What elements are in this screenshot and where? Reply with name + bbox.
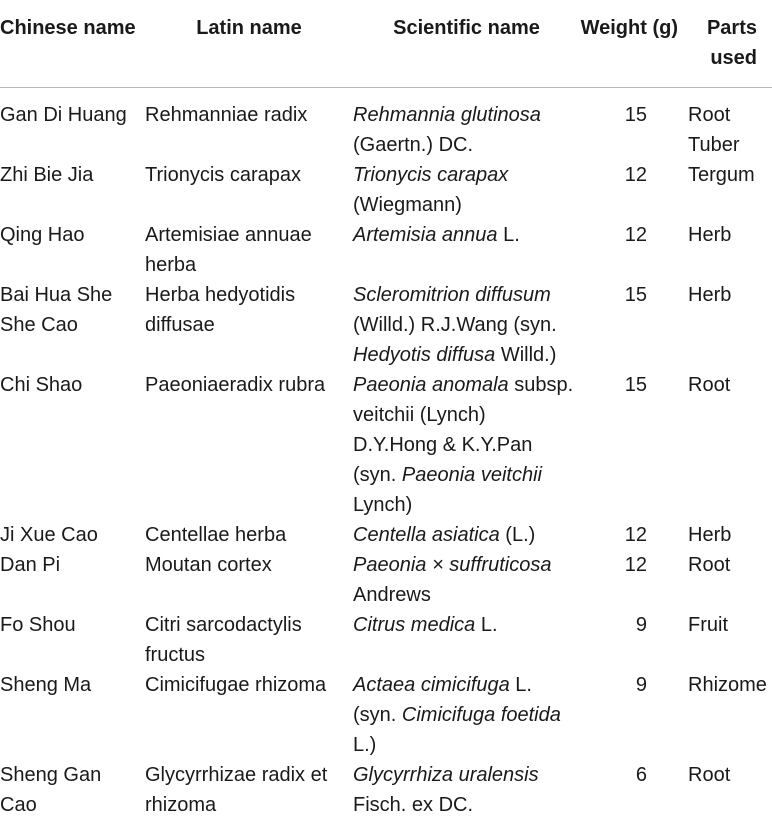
cell-scientific-name xyxy=(353,760,580,820)
cell-parts-used xyxy=(688,280,772,370)
cell-scientific-name xyxy=(353,88,580,161)
part-used-label: Root xyxy=(688,760,766,790)
cell-chinese-name: Bai Hua She She Cao xyxy=(0,280,145,370)
header-parts-used: Parts used xyxy=(688,0,772,88)
cell-weight: 12 xyxy=(580,220,688,280)
table-row xyxy=(0,520,772,550)
scientific-name-italic: Citrus medica xyxy=(353,614,475,636)
table-header xyxy=(0,0,772,88)
cell-weight: 12 xyxy=(580,520,688,550)
cell-parts-used xyxy=(688,760,772,820)
cell-parts-used xyxy=(688,610,772,670)
header-chinese-name: Chinese name xyxy=(0,0,145,88)
cell-latin-name: Trionycis carapax xyxy=(145,160,353,220)
cell-scientific-name xyxy=(353,550,580,610)
scientific-name-italic: Rehmannia glutinosa xyxy=(353,104,541,126)
table-row xyxy=(0,220,772,280)
cell-parts-used xyxy=(688,520,772,550)
part-used-label: Root xyxy=(688,550,766,580)
cell-chinese-name: Chi Shao xyxy=(0,370,145,520)
scientific-name-italic: Paeonia veitchii xyxy=(402,464,542,486)
scientific-name-text: Andrews xyxy=(353,584,431,606)
table-row xyxy=(0,88,772,161)
scientific-name-italic: Paeonia × suffruticosa xyxy=(353,554,551,576)
cell-chinese-name: Gan Di Huang xyxy=(0,88,145,161)
table-body xyxy=(0,88,772,820)
cell-latin-name: Herba hedyotidis diffusae xyxy=(145,280,353,370)
scientific-name-text: L. xyxy=(475,614,497,636)
cell-scientific-name xyxy=(353,670,580,760)
table-row xyxy=(0,760,772,820)
scientific-name-italic: Cimicifuga foetida xyxy=(402,704,561,726)
cell-scientific-name xyxy=(353,370,580,520)
part-used-label: Root xyxy=(688,370,766,400)
cell-weight: 15 xyxy=(580,370,688,520)
cell-latin-name: Paeoniaeradix rubra xyxy=(145,370,353,520)
part-used-label: Tergum xyxy=(688,160,766,190)
part-used-label: Herb xyxy=(688,220,766,250)
scientific-name-text: Willd.) xyxy=(495,344,556,366)
cell-latin-name: Artemisiae annuae herba xyxy=(145,220,353,280)
cell-weight: 9 xyxy=(580,610,688,670)
cell-weight: 6 xyxy=(580,760,688,820)
table-row xyxy=(0,370,772,520)
part-used-label: Herb xyxy=(688,280,766,310)
cell-chinese-name: Dan Pi xyxy=(0,550,145,610)
part-used-label: Fruit xyxy=(688,610,766,640)
cell-chinese-name: Qing Hao xyxy=(0,220,145,280)
scientific-name-italic: Paeonia anomala xyxy=(353,374,509,396)
cell-weight: 12 xyxy=(580,550,688,610)
scientific-name-text: Lynch) xyxy=(353,494,412,516)
cell-parts-used xyxy=(688,670,772,760)
cell-scientific-name xyxy=(353,280,580,370)
table-row xyxy=(0,610,772,670)
scientific-name-italic: Scleromitrion diffusum xyxy=(353,284,551,306)
table-row xyxy=(0,550,772,610)
cell-latin-name: Cimicifugae rhizoma xyxy=(145,670,353,760)
cell-chinese-name: Sheng Ma xyxy=(0,670,145,760)
scientific-name-text: subsp. veitchii (Lynch) D.Y.Hong & K.Y.Pan (syn. xyxy=(353,374,573,486)
cell-scientific-name xyxy=(353,160,580,220)
header-weight: Weight (g) xyxy=(580,0,688,88)
scientific-name-text: Fisch. ex DC. xyxy=(353,794,473,816)
part-used-label: Root xyxy=(688,100,766,130)
part-used-label: Rhizome xyxy=(688,670,766,700)
cell-latin-name: Moutan cortex xyxy=(145,550,353,610)
cell-weight: 15 xyxy=(580,280,688,370)
scientific-name-italic: Trionycis carapax xyxy=(353,164,508,186)
part-used-label: Herb xyxy=(688,520,766,550)
cell-scientific-name xyxy=(353,610,580,670)
cell-parts-used xyxy=(688,220,772,280)
scientific-name-text: (Gaertn.) DC. xyxy=(353,134,473,156)
scientific-name-text: (L.) xyxy=(500,524,536,546)
cell-chinese-name: Zhi Bie Jia xyxy=(0,160,145,220)
scientific-name-text: (Willd.) R.J.Wang (syn. xyxy=(353,314,557,336)
scientific-name-italic: Centella asiatica xyxy=(353,524,500,546)
table-row xyxy=(0,160,772,220)
table-row xyxy=(0,670,772,760)
scientific-name-text: (Wiegmann) xyxy=(353,194,462,216)
cell-weight: 9 xyxy=(580,670,688,760)
scientific-name-text: L.) xyxy=(353,734,376,756)
header-scientific-name: Scientific name xyxy=(353,0,580,88)
cell-parts-used xyxy=(688,550,772,610)
cell-chinese-name: Fo Shou xyxy=(0,610,145,670)
cell-chinese-name: Ji Xue Cao xyxy=(0,520,145,550)
scientific-name-text: L. (syn. xyxy=(353,674,532,726)
cell-parts-used xyxy=(688,370,772,520)
cell-parts-used xyxy=(688,88,772,161)
cell-latin-name: Rehmanniae radix xyxy=(145,88,353,161)
cell-weight: 15 xyxy=(580,88,688,161)
table-row xyxy=(0,280,772,370)
scientific-name-text: L. xyxy=(498,224,520,246)
header-row xyxy=(0,0,772,88)
cell-latin-name: Glycyrrhizae radix et rhizoma xyxy=(145,760,353,820)
part-used-label: Tuber xyxy=(688,130,766,160)
cell-scientific-name xyxy=(353,220,580,280)
scientific-name-italic: Artemisia annua xyxy=(353,224,498,246)
cell-chinese-name: Sheng Gan Cao xyxy=(0,760,145,820)
cell-scientific-name xyxy=(353,520,580,550)
header-latin-name: Latin name xyxy=(145,0,353,88)
cell-latin-name: Citri sarcodactylis fructus xyxy=(145,610,353,670)
cell-parts-used xyxy=(688,160,772,220)
scientific-name-italic: Actaea cimicifuga xyxy=(353,674,510,696)
scientific-name-italic: Glycyrrhiza uralensis xyxy=(353,764,539,786)
scientific-name-italic: Hedyotis diffusa xyxy=(353,344,495,366)
cell-weight: 12 xyxy=(580,160,688,220)
cell-latin-name: Centellae herba xyxy=(145,520,353,550)
